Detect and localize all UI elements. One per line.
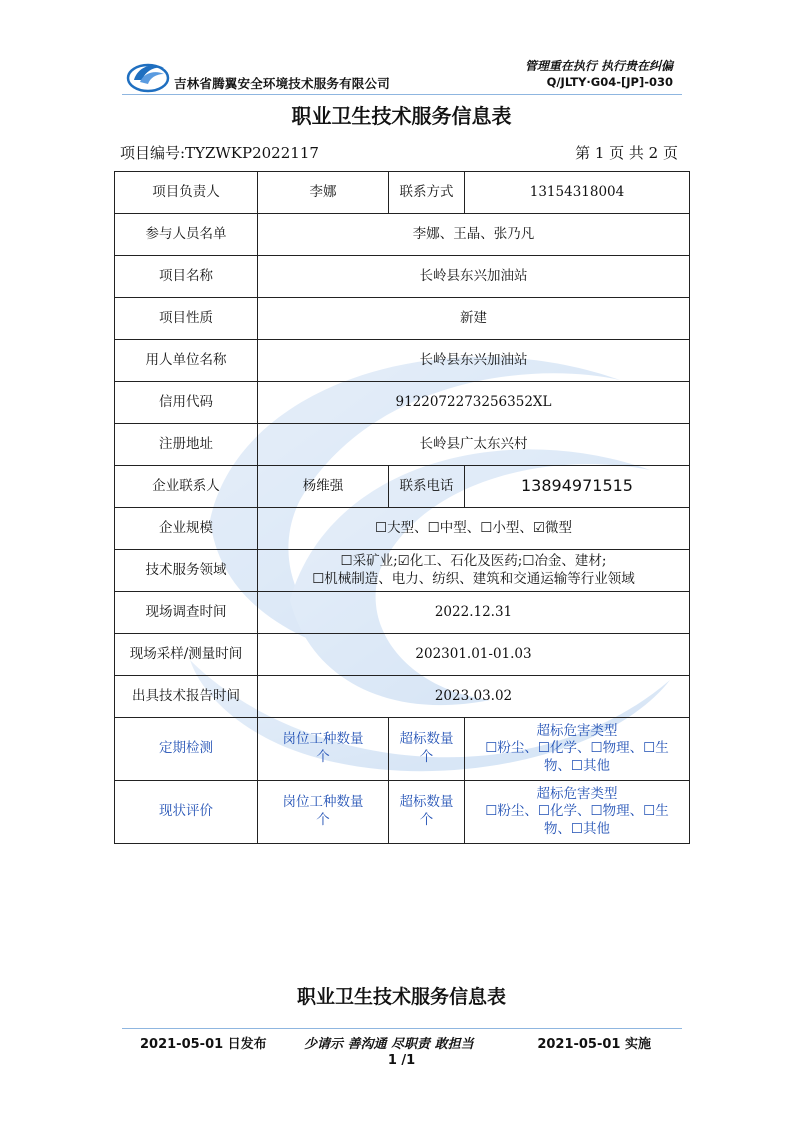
service-field-value: [258, 550, 690, 592]
table-row: [115, 298, 690, 340]
company-name: 吉林省腾翼安全环境技术服务有限公司: [174, 76, 390, 91]
table-row: [115, 718, 690, 781]
company-scale-value: ☐大型、☐中型、☐小型、☑微型: [258, 508, 690, 550]
project-name-value: 长岭县东兴加油站: [258, 256, 690, 298]
eval-hazard-title: 超标危害类型: [536, 785, 618, 802]
periodic-hazard-title: 超标危害类型: [536, 722, 618, 739]
project-number: 项目编号:TYZWKP2022117: [120, 144, 319, 162]
footer-title: 职业卫生技术服务信息表: [296, 986, 506, 1008]
project-nature-label: 项目性质: [115, 298, 258, 340]
periodic-exceed-cell: [389, 718, 465, 781]
report-time-label: 出具技术报告时间: [115, 676, 258, 718]
footer-page-number: 1 /1: [387, 1053, 416, 1068]
document-title: 职业卫生技术服务信息表: [291, 104, 512, 128]
project-leader-value: 李娜: [258, 172, 389, 214]
eval-exceed-label: 超标数量: [399, 794, 454, 811]
table-row: [115, 256, 690, 298]
table-row: [115, 550, 690, 592]
header-motto: 管理重在执行 执行贵在纠偏: [524, 59, 673, 73]
survey-time-value: 2022.12.31: [258, 592, 690, 634]
eval-exceed-unit: 个: [419, 812, 434, 828]
service-info-table: [114, 171, 690, 844]
effective-date: 2021-05-01 实施: [537, 1037, 651, 1052]
footer-divider: [122, 1028, 682, 1029]
sampling-time-value: 202301.01-01.03: [258, 634, 690, 676]
issue-date: 2021-05-01 日发布: [140, 1037, 267, 1052]
company-logo: [126, 56, 170, 94]
table-row: [115, 592, 690, 634]
periodic-exceed-unit: 个: [419, 749, 434, 765]
table-row: [115, 466, 690, 508]
address-value: 长岭县广太东兴村: [258, 424, 690, 466]
table-row: [115, 172, 690, 214]
participants-label: 参与人员名单: [115, 214, 258, 256]
eval-posts-cell: [258, 781, 389, 844]
status-eval-label: 现状评价: [115, 781, 258, 844]
company-contact-value: 杨维强: [258, 466, 389, 508]
credit-code-value: 9122072273256352XL: [258, 382, 690, 424]
table-row: [115, 340, 690, 382]
service-field-line2: ☐机械制造、电力、纺织、建筑和交通运输等行业领域: [312, 570, 635, 587]
eval-hazard-cell: [465, 781, 690, 844]
project-leader-label: 项目负责人: [115, 172, 258, 214]
eval-posts-label: 岗位工种数量: [282, 794, 364, 811]
eval-hazard-options: ☐粉尘、☐化学、☐物理、☐生: [485, 803, 669, 820]
table-row: [115, 781, 690, 844]
eval-exceed-cell: [389, 781, 465, 844]
header-divider: [122, 94, 682, 95]
table-row: [115, 382, 690, 424]
employer-value: 长岭县东兴加油站: [258, 340, 690, 382]
periodic-hazard-options-cont: 物、☐其他: [543, 757, 611, 774]
contact-label: 联系方式: [389, 172, 465, 214]
table-row: [115, 424, 690, 466]
sampling-time-label: 现场采样/测量时间: [115, 634, 258, 676]
document-code: Q/JLTY·G04-[JP]-030: [546, 75, 673, 89]
eval-posts-unit: 个: [316, 812, 330, 828]
company-contact-label: 企业联系人: [115, 466, 258, 508]
table-row: [115, 508, 690, 550]
service-field-label: 技术服务领域: [115, 550, 258, 592]
project-name-label: 项目名称: [115, 256, 258, 298]
periodic-hazard-options: ☐粉尘、☐化学、☐物理、☐生: [485, 740, 669, 757]
table-row: [115, 676, 690, 718]
participants-value: 李娜、王晶、张乃凡: [258, 214, 690, 256]
company-phone-label: 联系电话: [389, 466, 465, 508]
footer-slogan: 少请示 善沟通 尽职责 敢担当: [304, 1037, 474, 1052]
project-nature-value: 新建: [258, 298, 690, 340]
report-time-value: 2023.03.02: [258, 676, 690, 718]
company-scale-label: 企业规模: [115, 508, 258, 550]
eval-hazard-options-cont: 物、☐其他: [543, 820, 611, 837]
credit-code-label: 信用代码: [115, 382, 258, 424]
company-phone-value: 13894971515: [465, 466, 690, 508]
contact-value: 13154318004: [465, 172, 690, 214]
employer-label: 用人单位名称: [115, 340, 258, 382]
periodic-posts-unit: 个: [316, 749, 330, 765]
address-label: 注册地址: [115, 424, 258, 466]
survey-time-label: 现场调查时间: [115, 592, 258, 634]
periodic-posts-cell: [258, 718, 389, 781]
periodic-hazard-cell: [465, 718, 690, 781]
periodic-test-label: 定期检测: [115, 718, 258, 781]
periodic-posts-label: 岗位工种数量: [282, 731, 364, 748]
service-field-line1: ☐采矿业;☑化工、石化及医药;☐冶金、建材;: [340, 552, 607, 569]
page-info: 第 1 页 共 2 页: [575, 144, 678, 162]
periodic-exceed-label: 超标数量: [399, 731, 454, 748]
table-row: [115, 634, 690, 676]
table-row: [115, 214, 690, 256]
